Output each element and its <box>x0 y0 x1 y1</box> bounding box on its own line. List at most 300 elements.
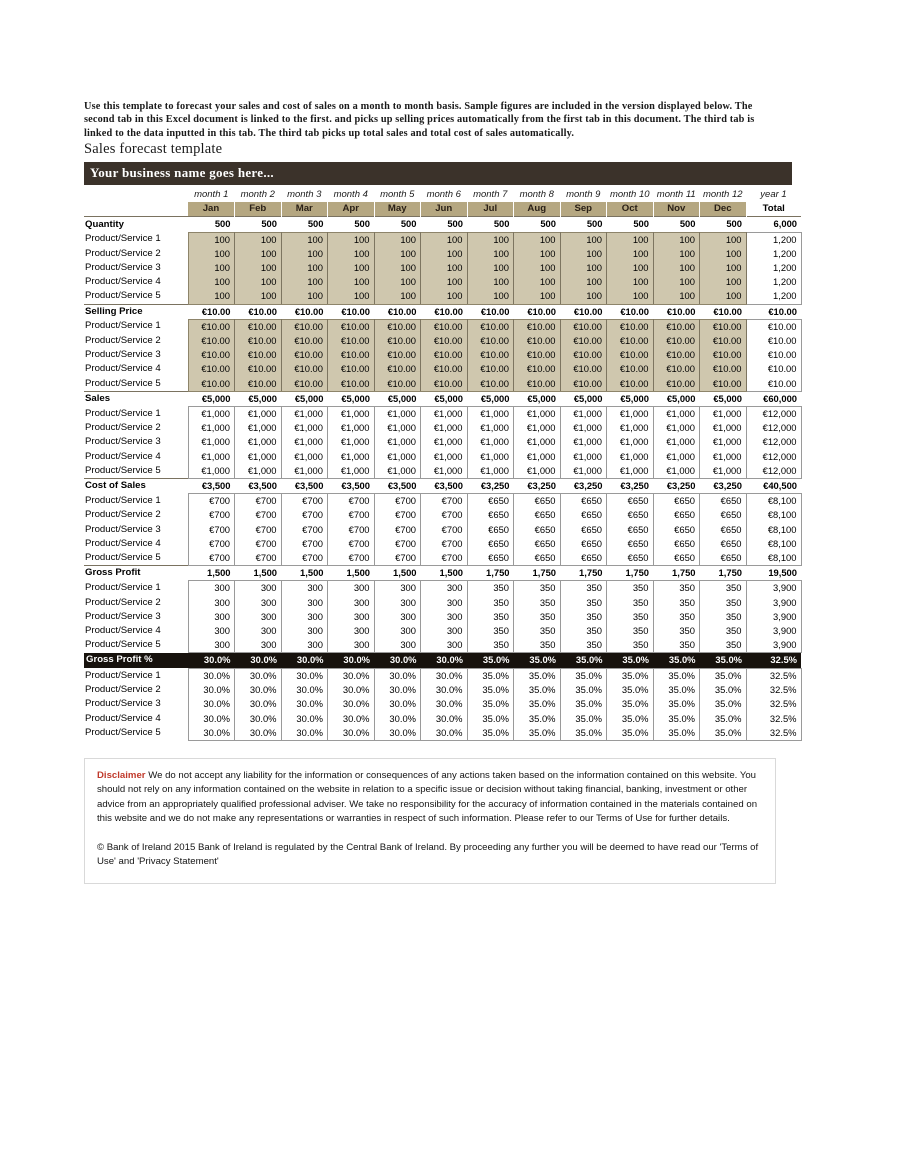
cell-quantity-2-sep[interactable]: 100 <box>560 247 607 261</box>
section-selling_price-total: €10.00 <box>746 304 801 319</box>
row-label-cost_of_sales-4: Product/Service 4 <box>85 537 161 549</box>
cell-selling_price-5-oct[interactable]: €10.00 <box>607 377 654 392</box>
cell-selling_price-5-feb[interactable]: €10.00 <box>235 377 282 392</box>
cell-quantity-2-feb[interactable]: 100 <box>235 247 282 261</box>
cell-selling_price-4-jun[interactable]: €10.00 <box>421 362 468 376</box>
cell-selling_price-1-mar[interactable]: €10.00 <box>281 319 328 334</box>
period-label-3: month 3 <box>287 188 322 200</box>
row-label-quantity-5: Product/Service 5 <box>85 290 161 302</box>
cell-selling_price-2-oct[interactable]: €10.00 <box>607 334 654 348</box>
cell-gross_profit-1-mar: 300 <box>281 581 328 596</box>
cell-quantity-4-sep[interactable]: 100 <box>560 275 607 289</box>
row-label-selling_price-5: Product/Service 5 <box>85 377 161 389</box>
cell-selling_price-3-jul[interactable]: €10.00 <box>467 348 514 362</box>
disclaimer-heading: Disclaimer <box>97 770 146 781</box>
cell-quantity-4-jun[interactable]: 100 <box>421 275 468 289</box>
cell-cost_of_sales-1-jun: €700 <box>421 494 468 509</box>
cell-selling_price-3-jun[interactable]: €10.00 <box>421 348 468 362</box>
cell-selling_price-2-jul[interactable]: €10.00 <box>467 334 514 348</box>
cell-gross_profit_pct-2-jul: 35.0% <box>467 683 514 697</box>
cell-quantity-2-jul[interactable]: 100 <box>467 247 514 261</box>
cell-quantity-1-nov[interactable]: 100 <box>653 232 700 247</box>
table-row <box>84 377 801 392</box>
cell-quantity-4-oct[interactable]: 100 <box>607 275 654 289</box>
cell-gross_profit_pct-4-nov: 35.0% <box>653 712 700 726</box>
cell-gross_profit_pct-4-total: 32.5% <box>746 712 801 726</box>
cell-selling_price-1-apr[interactable]: €10.00 <box>328 319 375 334</box>
cell-cost_of_sales-5-mar: €700 <box>281 551 328 566</box>
section-cost_of_sales-value-feb: €3,500 <box>235 478 282 493</box>
cell-sales-5-nov: €1,000 <box>653 464 700 479</box>
cell-selling_price-2-sep[interactable]: €10.00 <box>560 334 607 348</box>
cell-gross_profit-5-jan: 300 <box>188 638 235 653</box>
section-sales-value-aug: €5,000 <box>514 391 561 406</box>
cell-selling_price-5-jul[interactable]: €10.00 <box>467 377 514 392</box>
cell-quantity-5-dec[interactable]: 100 <box>700 289 747 304</box>
cell-gross_profit-5-nov: 350 <box>653 638 700 653</box>
cell-gross_profit_pct-5-dec: 35.0% <box>700 726 747 741</box>
cell-quantity-4-feb[interactable]: 100 <box>235 275 282 289</box>
cell-gross_profit_pct-3-jul: 35.0% <box>467 697 514 711</box>
cell-selling_price-5-aug[interactable]: €10.00 <box>514 377 561 392</box>
cell-gross_profit_pct-5-oct: 35.0% <box>607 726 654 741</box>
section-gross_profit_pct-total: 32.5% <box>746 653 801 669</box>
cell-quantity-5-oct[interactable]: 100 <box>607 289 654 304</box>
section-cost_of_sales-value-oct: €3,250 <box>607 478 654 493</box>
table-row <box>84 726 801 741</box>
cell-selling_price-4-jul[interactable]: €10.00 <box>467 362 514 376</box>
cell-selling_price-3-aug[interactable]: €10.00 <box>514 348 561 362</box>
table-row <box>84 537 801 551</box>
cell-quantity-5-jul[interactable]: 100 <box>467 289 514 304</box>
table-row <box>84 638 801 653</box>
cell-selling_price-1-dec[interactable]: €10.00 <box>700 319 747 334</box>
cell-cost_of_sales-1-apr: €700 <box>328 494 375 509</box>
cell-sales-1-feb: €1,000 <box>235 406 282 421</box>
cell-gross_profit-3-mar: 300 <box>281 610 328 624</box>
cell-gross_profit_pct-5-apr: 30.0% <box>328 726 375 741</box>
cell-gross_profit_pct-1-total: 32.5% <box>746 668 801 683</box>
cell-cost_of_sales-3-oct: €650 <box>607 523 654 537</box>
cell-cost_of_sales-3-feb: €700 <box>235 523 282 537</box>
cell-gross_profit-2-total: 3,900 <box>746 596 801 610</box>
cell-selling_price-2-feb[interactable]: €10.00 <box>235 334 282 348</box>
cell-quantity-1-sep[interactable]: 100 <box>560 232 607 247</box>
cell-sales-4-aug: €1,000 <box>514 450 561 464</box>
cell-quantity-5-feb[interactable]: 100 <box>235 289 282 304</box>
cell-quantity-1-may[interactable]: 100 <box>374 232 421 247</box>
cell-sales-5-jul: €1,000 <box>467 464 514 479</box>
cell-sales-5-total: €12,000 <box>746 464 801 479</box>
cell-quantity-2-may[interactable]: 100 <box>374 247 421 261</box>
cell-cost_of_sales-1-feb: €700 <box>235 494 282 509</box>
cell-gross_profit-3-jul: 350 <box>467 610 514 624</box>
cell-quantity-1-dec[interactable]: 100 <box>700 232 747 247</box>
table-row <box>84 247 801 261</box>
cell-quantity-4-jul[interactable]: 100 <box>467 275 514 289</box>
cell-gross_profit-5-jul: 350 <box>467 638 514 653</box>
cell-selling_price-4-dec[interactable]: €10.00 <box>700 362 747 376</box>
cell-sales-2-sep: €1,000 <box>560 421 607 435</box>
cell-selling_price-1-aug[interactable]: €10.00 <box>514 319 561 334</box>
cell-gross_profit-2-dec: 350 <box>700 596 747 610</box>
cell-sales-5-feb: €1,000 <box>235 464 282 479</box>
cell-quantity-5-total: 1,200 <box>746 289 801 304</box>
cell-gross_profit_pct-2-total: 32.5% <box>746 683 801 697</box>
cell-gross_profit-4-sep: 350 <box>560 624 607 638</box>
cell-selling_price-5-mar[interactable]: €10.00 <box>281 377 328 392</box>
cell-quantity-4-aug[interactable]: 100 <box>514 275 561 289</box>
section-sales-value-nov: €5,000 <box>653 391 700 406</box>
cell-selling_price-1-jan[interactable]: €10.00 <box>188 319 235 334</box>
cell-gross_profit-1-nov: 350 <box>653 581 700 596</box>
cell-selling_price-3-mar[interactable]: €10.00 <box>281 348 328 362</box>
cell-quantity-5-jan[interactable]: 100 <box>188 289 235 304</box>
cell-selling_price-3-nov[interactable]: €10.00 <box>653 348 700 362</box>
cell-sales-1-sep: €1,000 <box>560 406 607 421</box>
table-row <box>84 596 801 610</box>
copyright-paragraph: © Bank of Ireland 2015 Bank of Ireland is regulated by the Central Bank of Ireland. By proceeding any further you will be deemed to have read our 'Terms of Use' and 'Privacy Statement' <box>97 841 759 868</box>
cell-quantity-2-nov[interactable]: 100 <box>653 247 700 261</box>
cell-selling_price-1-feb[interactable]: €10.00 <box>235 319 282 334</box>
cell-quantity-3-jan[interactable]: 100 <box>188 261 235 275</box>
cell-cost_of_sales-1-jan: €700 <box>188 494 235 509</box>
cell-selling_price-1-nov[interactable]: €10.00 <box>653 319 700 334</box>
cell-cost_of_sales-2-aug: €650 <box>514 508 561 522</box>
cell-cost_of_sales-3-jul: €650 <box>467 523 514 537</box>
cell-sales-3-may: €1,000 <box>374 435 421 449</box>
cell-quantity-5-nov[interactable]: 100 <box>653 289 700 304</box>
cell-gross_profit_pct-2-nov: 35.0% <box>653 683 700 697</box>
cell-selling_price-4-nov[interactable]: €10.00 <box>653 362 700 376</box>
cell-gross_profit-4-jul: 350 <box>467 624 514 638</box>
cell-selling_price-5-dec[interactable]: €10.00 <box>700 377 747 392</box>
section-sales-value-sep: €5,000 <box>560 391 607 406</box>
cell-quantity-1-oct[interactable]: 100 <box>607 232 654 247</box>
cell-quantity-2-oct[interactable]: 100 <box>607 247 654 261</box>
cell-quantity-3-sep[interactable]: 100 <box>560 261 607 275</box>
cell-quantity-3-jun[interactable]: 100 <box>421 261 468 275</box>
row-label-gross_profit_pct-4: Product/Service 4 <box>85 712 161 724</box>
cell-cost_of_sales-3-nov: €650 <box>653 523 700 537</box>
cell-sales-1-jul: €1,000 <box>467 406 514 421</box>
cell-quantity-3-feb[interactable]: 100 <box>235 261 282 275</box>
cell-gross_profit_pct-4-jun: 30.0% <box>421 712 468 726</box>
cell-gross_profit_pct-2-dec: 35.0% <box>700 683 747 697</box>
cell-quantity-5-jun[interactable]: 100 <box>421 289 468 304</box>
cell-cost_of_sales-2-jul: €650 <box>467 508 514 522</box>
cell-selling_price-4-aug[interactable]: €10.00 <box>514 362 561 376</box>
cell-cost_of_sales-5-sep: €650 <box>560 551 607 566</box>
cell-sales-5-sep: €1,000 <box>560 464 607 479</box>
section-cost_of_sales-value-aug: €3,250 <box>514 478 561 493</box>
cell-cost_of_sales-2-apr: €700 <box>328 508 375 522</box>
cell-selling_price-5-sep[interactable]: €10.00 <box>560 377 607 392</box>
month-header-oct[interactable]: Oct <box>607 202 654 217</box>
row-label-gross_profit-1: Product/Service 1 <box>85 582 161 594</box>
table-row <box>84 232 801 247</box>
cell-selling_price-3-apr[interactable]: €10.00 <box>328 348 375 362</box>
month-header-jul[interactable]: Jul <box>467 202 514 217</box>
cell-selling_price-5-nov[interactable]: €10.00 <box>653 377 700 392</box>
cell-selling_price-2-nov[interactable]: €10.00 <box>653 334 700 348</box>
cell-selling_price-1-jul[interactable]: €10.00 <box>467 319 514 334</box>
section-quantity-value-may: 500 <box>374 217 421 232</box>
cell-gross_profit-2-may: 300 <box>374 596 421 610</box>
cell-quantity-3-apr[interactable]: 100 <box>328 261 375 275</box>
cell-gross_profit-3-may: 300 <box>374 610 421 624</box>
section-cost_of_sales-value-jun: €3,500 <box>421 478 468 493</box>
cell-cost_of_sales-5-may: €700 <box>374 551 421 566</box>
cell-sales-2-jul: €1,000 <box>467 421 514 435</box>
cell-cost_of_sales-4-apr: €700 <box>328 537 375 551</box>
cell-quantity-2-dec[interactable]: 100 <box>700 247 747 261</box>
cell-quantity-3-may[interactable]: 100 <box>374 261 421 275</box>
cell-quantity-5-may[interactable]: 100 <box>374 289 421 304</box>
cell-sales-5-mar: €1,000 <box>281 464 328 479</box>
cell-quantity-2-total: 1,200 <box>746 247 801 261</box>
cell-selling_price-3-sep[interactable]: €10.00 <box>560 348 607 362</box>
cell-sales-1-nov: €1,000 <box>653 406 700 421</box>
cell-quantity-1-apr[interactable]: 100 <box>328 232 375 247</box>
section-quantity-value-jan: 500 <box>188 217 235 232</box>
cell-selling_price-2-apr[interactable]: €10.00 <box>328 334 375 348</box>
month-header-aug[interactable]: Aug <box>514 202 561 217</box>
cell-gross_profit_pct-3-mar: 30.0% <box>281 697 328 711</box>
cell-selling_price-2-mar[interactable]: €10.00 <box>281 334 328 348</box>
section-selling_price-value-may: €10.00 <box>374 304 421 319</box>
cell-selling_price-4-jan[interactable]: €10.00 <box>188 362 235 376</box>
cell-quantity-4-mar[interactable]: 100 <box>281 275 328 289</box>
cell-quantity-5-mar[interactable]: 100 <box>281 289 328 304</box>
cell-cost_of_sales-4-jun: €700 <box>421 537 468 551</box>
period-label-8: month 8 <box>519 188 554 200</box>
cell-gross_profit-5-sep: 350 <box>560 638 607 653</box>
cell-quantity-1-feb[interactable]: 100 <box>235 232 282 247</box>
cell-selling_price-5-may[interactable]: €10.00 <box>374 377 421 392</box>
business-name-bar[interactable]: Your business name goes here... <box>84 162 792 185</box>
cell-selling_price-3-feb[interactable]: €10.00 <box>235 348 282 362</box>
cell-selling_price-1-sep[interactable]: €10.00 <box>560 319 607 334</box>
row-label-sales-3: Product/Service 3 <box>85 436 161 448</box>
table-row <box>84 406 801 421</box>
cell-quantity-3-aug[interactable]: 100 <box>514 261 561 275</box>
cell-selling_price-4-feb[interactable]: €10.00 <box>235 362 282 376</box>
cell-quantity-4-nov[interactable]: 100 <box>653 275 700 289</box>
row-label-gross_profit-4: Product/Service 4 <box>85 624 161 636</box>
section-cost_of_sales-value-nov: €3,250 <box>653 478 700 493</box>
cell-cost_of_sales-5-feb: €700 <box>235 551 282 566</box>
period-label-6: month 6 <box>426 188 461 200</box>
cell-gross_profit_pct-5-feb: 30.0% <box>235 726 282 741</box>
section-selling_price-value-jan: €10.00 <box>188 304 235 319</box>
cell-quantity-1-aug[interactable]: 100 <box>514 232 561 247</box>
section-label-gross_profit: Gross Profit <box>84 566 188 581</box>
cell-quantity-2-jun[interactable]: 100 <box>421 247 468 261</box>
cell-selling_price-3-jan[interactable]: €10.00 <box>188 348 235 362</box>
cell-quantity-2-jan[interactable]: 100 <box>188 247 235 261</box>
section-selling_price-value-jun: €10.00 <box>421 304 468 319</box>
cell-quantity-4-jan[interactable]: 100 <box>188 275 235 289</box>
cell-cost_of_sales-4-feb: €700 <box>235 537 282 551</box>
month-header-mar[interactable]: Mar <box>281 202 328 217</box>
cell-gross_profit-1-dec: 350 <box>700 581 747 596</box>
month-header-jun[interactable]: Jun <box>421 202 468 217</box>
month-row-spacer <box>84 202 188 217</box>
cell-selling_price-3-dec[interactable]: €10.00 <box>700 348 747 362</box>
row-label-gross_profit_pct-5: Product/Service 5 <box>85 726 161 738</box>
cell-gross_profit-4-may: 300 <box>374 624 421 638</box>
cell-sales-1-may: €1,000 <box>374 406 421 421</box>
cell-gross_profit_pct-3-nov: 35.0% <box>653 697 700 711</box>
cell-quantity-1-jun[interactable]: 100 <box>421 232 468 247</box>
cell-selling_price-1-may[interactable]: €10.00 <box>374 319 421 334</box>
row-label-sales-1: Product/Service 1 <box>85 407 161 419</box>
cell-selling_price-3-oct[interactable]: €10.00 <box>607 348 654 362</box>
cell-quantity-2-aug[interactable]: 100 <box>514 247 561 261</box>
month-header-may[interactable]: May <box>374 202 421 217</box>
cell-gross_profit_pct-5-aug: 35.0% <box>514 726 561 741</box>
cell-quantity-4-may[interactable]: 100 <box>374 275 421 289</box>
cell-selling_price-2-may[interactable]: €10.00 <box>374 334 421 348</box>
section-gross_profit_pct-value-sep: 35.0% <box>560 653 607 669</box>
cell-cost_of_sales-1-jul: €650 <box>467 494 514 509</box>
table-row <box>84 551 801 566</box>
section-selling_price-value-sep: €10.00 <box>560 304 607 319</box>
cell-quantity-1-jan[interactable]: 100 <box>188 232 235 247</box>
cell-gross_profit-4-nov: 350 <box>653 624 700 638</box>
cell-quantity-2-apr[interactable]: 100 <box>328 247 375 261</box>
cell-gross_profit-3-aug: 350 <box>514 610 561 624</box>
cell-sales-4-apr: €1,000 <box>328 450 375 464</box>
cell-gross_profit_pct-1-apr: 30.0% <box>328 668 375 683</box>
cell-cost_of_sales-3-sep: €650 <box>560 523 607 537</box>
cell-cost_of_sales-2-dec: €650 <box>700 508 747 522</box>
cell-sales-4-may: €1,000 <box>374 450 421 464</box>
cell-selling_price-5-apr[interactable]: €10.00 <box>328 377 375 392</box>
cell-selling_price-4-may[interactable]: €10.00 <box>374 362 421 376</box>
disclaimer-paragraph <box>97 769 763 827</box>
cell-sales-1-oct: €1,000 <box>607 406 654 421</box>
cell-gross_profit_pct-4-feb: 30.0% <box>235 712 282 726</box>
section-selling_price-value-jul: €10.00 <box>467 304 514 319</box>
cell-selling_price-5-jun[interactable]: €10.00 <box>421 377 468 392</box>
cell-selling_price-4-oct[interactable]: €10.00 <box>607 362 654 376</box>
cell-quantity-3-total: 1,200 <box>746 261 801 275</box>
row-label-gross_profit_pct-3: Product/Service 3 <box>85 698 161 710</box>
section-quantity-value-oct: 500 <box>607 217 654 232</box>
cell-cost_of_sales-2-total: €8,100 <box>746 508 801 522</box>
forecast-table <box>84 188 802 741</box>
row-label-gross_profit_pct-2: Product/Service 2 <box>85 684 161 696</box>
cell-selling_price-2-jun[interactable]: €10.00 <box>421 334 468 348</box>
cell-gross_profit_pct-1-jun: 30.0% <box>421 668 468 683</box>
cell-gross_profit_pct-1-mar: 30.0% <box>281 668 328 683</box>
section-row-quantity <box>84 217 801 232</box>
cell-cost_of_sales-1-dec: €650 <box>700 494 747 509</box>
cell-gross_profit-4-jun: 300 <box>421 624 468 638</box>
cell-selling_price-4-apr[interactable]: €10.00 <box>328 362 375 376</box>
cell-sales-4-jul: €1,000 <box>467 450 514 464</box>
row-label-cost_of_sales-3: Product/Service 3 <box>85 523 161 535</box>
cell-selling_price-2-dec[interactable]: €10.00 <box>700 334 747 348</box>
cell-cost_of_sales-3-mar: €700 <box>281 523 328 537</box>
section-quantity-value-dec: 500 <box>700 217 747 232</box>
row-label-selling_price-4: Product/Service 4 <box>85 363 161 375</box>
cell-gross_profit-1-aug: 350 <box>514 581 561 596</box>
cell-quantity-3-dec[interactable]: 100 <box>700 261 747 275</box>
month-header-feb[interactable]: Feb <box>235 202 282 217</box>
cell-cost_of_sales-3-apr: €700 <box>328 523 375 537</box>
cell-cost_of_sales-1-aug: €650 <box>514 494 561 509</box>
row-label-cost_of_sales-1: Product/Service 1 <box>85 494 161 506</box>
section-quantity-value-feb: 500 <box>235 217 282 232</box>
period-label-10: month 10 <box>609 188 650 200</box>
cell-quantity-2-mar[interactable]: 100 <box>281 247 328 261</box>
cell-selling_price-2-jan[interactable]: €10.00 <box>188 334 235 348</box>
cell-selling_price-4-mar[interactable]: €10.00 <box>281 362 328 376</box>
period-label-2: month 2 <box>240 188 275 200</box>
cell-quantity-3-nov[interactable]: 100 <box>653 261 700 275</box>
cell-sales-1-jan: €1,000 <box>188 406 235 421</box>
cell-gross_profit-2-jan: 300 <box>188 596 235 610</box>
cell-quantity-1-mar[interactable]: 100 <box>281 232 328 247</box>
cell-quantity-4-apr[interactable]: 100 <box>328 275 375 289</box>
cell-selling_price-5-jan[interactable]: €10.00 <box>188 377 235 392</box>
cell-cost_of_sales-1-sep: €650 <box>560 494 607 509</box>
cell-selling_price-1-oct[interactable]: €10.00 <box>607 319 654 334</box>
cell-gross_profit_pct-4-apr: 30.0% <box>328 712 375 726</box>
section-row-gross_profit_pct <box>84 653 801 669</box>
cell-gross_profit_pct-2-may: 30.0% <box>374 683 421 697</box>
cell-selling_price-3-may[interactable]: €10.00 <box>374 348 421 362</box>
month-header-nov[interactable]: Nov <box>653 202 700 217</box>
cell-selling_price-4-sep[interactable]: €10.00 <box>560 362 607 376</box>
cell-quantity-1-jul[interactable]: 100 <box>467 232 514 247</box>
cell-sales-5-aug: €1,000 <box>514 464 561 479</box>
cell-sales-4-mar: €1,000 <box>281 450 328 464</box>
cell-quantity-3-mar[interactable]: 100 <box>281 261 328 275</box>
cell-selling_price-1-jun[interactable]: €10.00 <box>421 319 468 334</box>
cell-quantity-3-jul[interactable]: 100 <box>467 261 514 275</box>
cell-cost_of_sales-4-mar: €700 <box>281 537 328 551</box>
month-header-jan[interactable]: Jan <box>188 202 235 217</box>
section-sales-value-mar: €5,000 <box>281 391 328 406</box>
cell-quantity-5-sep[interactable]: 100 <box>560 289 607 304</box>
cell-gross_profit-5-dec: 350 <box>700 638 747 653</box>
section-selling_price-value-mar: €10.00 <box>281 304 328 319</box>
section-gross_profit-value-nov: 1,750 <box>653 566 700 581</box>
cell-cost_of_sales-3-dec: €650 <box>700 523 747 537</box>
cell-sales-1-mar: €1,000 <box>281 406 328 421</box>
section-cost_of_sales-total: €40,500 <box>746 478 801 493</box>
section-row-sales <box>84 391 801 406</box>
cell-selling_price-2-aug[interactable]: €10.00 <box>514 334 561 348</box>
month-header-apr[interactable]: Apr <box>328 202 375 217</box>
section-gross_profit-value-dec: 1,750 <box>700 566 747 581</box>
cell-selling_price-3-total: €10.00 <box>746 348 801 362</box>
cell-gross_profit_pct-2-jan: 30.0% <box>188 683 235 697</box>
cell-quantity-3-oct[interactable]: 100 <box>607 261 654 275</box>
cell-quantity-5-apr[interactable]: 100 <box>328 289 375 304</box>
cell-quantity-4-dec[interactable]: 100 <box>700 275 747 289</box>
cell-gross_profit_pct-2-apr: 30.0% <box>328 683 375 697</box>
cell-cost_of_sales-2-may: €700 <box>374 508 421 522</box>
section-selling_price-value-dec: €10.00 <box>700 304 747 319</box>
month-header-sep[interactable]: Sep <box>560 202 607 217</box>
cell-quantity-5-aug[interactable]: 100 <box>514 289 561 304</box>
month-header-dec[interactable]: Dec <box>700 202 747 217</box>
